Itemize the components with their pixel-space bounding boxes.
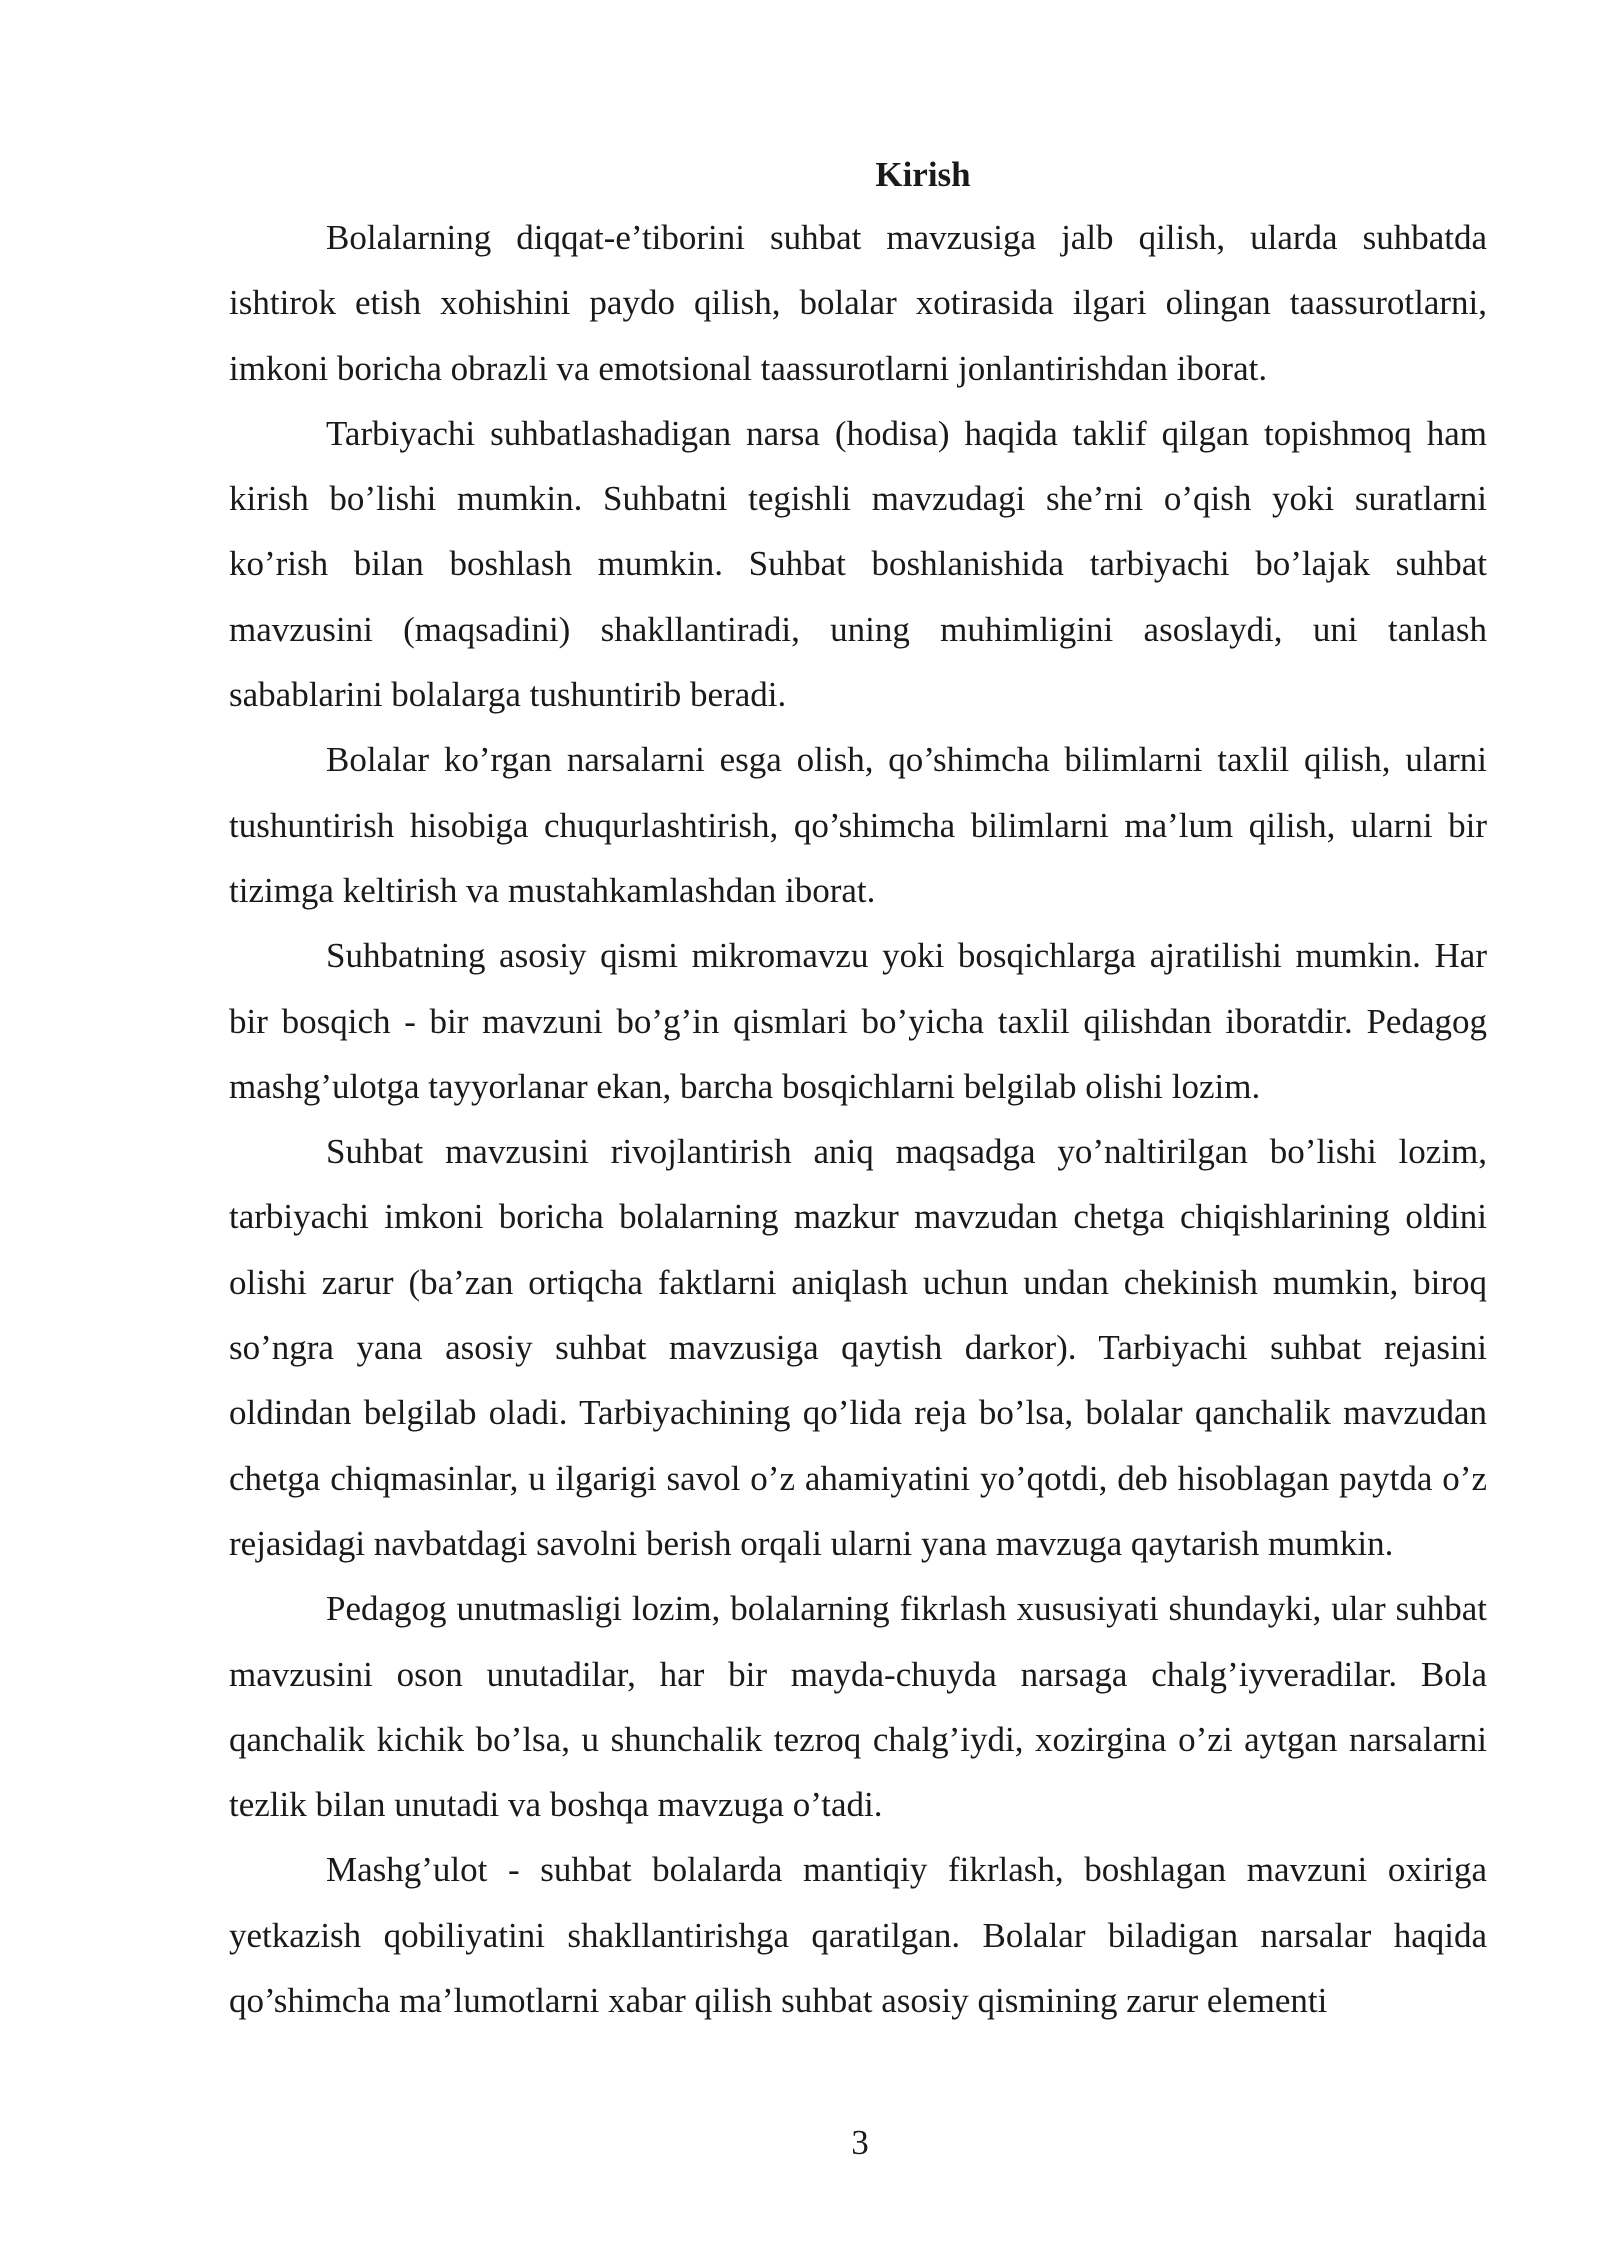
paragraph-3: Bolalar ko’rgan narsalarni esga olish, qo’shimcha bilimlarni taxlil qilish, ularni tushuntirish hisobiga chuqurlashtirish, qo’shimcha bilimlarni ma’lum qilish, ularni bir tizimga keltirish va mustahkamlashdan iborat. — [229, 740, 1487, 910]
paragraph-4: Suhbatning asosiy qismi mikromavzu yoki bosqichlarga ajratilishi mumkin. Har bir bosqich - bir mavzuni bo’g’in qismlari bo’yicha taxlil qilishdan iboratdir. Pedagog mashg’ulotga tayyorlanar ekan, barcha bosqichlarni belgilab olishi lozim. — [229, 936, 1487, 1106]
paragraph-1: Bolalarning diqqat-e’tiborini suhbat mavzusiga jalb qilish, ularda suhbatda ishtirok etish xohishini paydo qilish, bolalar xotirasida ilgari olingan taassurotlarni, imkoni boricha obrazli va emotsional taassurotlarni jonlantirishdan iborat. — [229, 218, 1487, 388]
paragraph-7: Mashg’ulot - suhbat bolalarda mantiqiy fikrlash, boshlagan mavzuni oxiriga yetkazish qobiliyatini shakllantirishga qaratilgan. Bolalar biladigan narsalar haqida qo’shimcha ma’lumotlarni xabar qilish suhbat asosiy qismining zarur elementi — [229, 1850, 1487, 2021]
paragraph-5: Suhbat mavzusini rivojlantirish aniq maqsadga yo’naltirilgan bo’lishi lozim, tarbiyachi imkoni boricha bolalarning mazkur mavzudan chetga chiqishlarining oldini olishi zarur (ba’zan ortiqcha faktlarni aniqlash uchun undan chekinish mumkin, biroq so’ngra yana asosiy suhbat mavzusiga qaytish darkor). Tarbiyachi suhbat rejasini oldindan belgilab oladi. Tarbiyachining qo’lida reja bo’lsa, bolalar qanchalik mavzudan chetga chiqmasinlar, u ilgarigi savol o’z ahamiyatini yo’qotdi, deb hisoblagan paytda o’z rejasidagi navbatdagi savolni berish orqali ularni yana mavzuga qaytarish mumkin. — [229, 1132, 1487, 1563]
paragraph-2: Tarbiyachi suhbatlashadigan narsa (hodisa) haqida taklif qilgan topishmoq ham kirish bo’lishi mumkin. Suhbatni tegishli mavzudagi she’rni o’qish yoki suratlarni ko’rish bilan boshlash mumkin. Suhbat boshlanishida tarbiyachi bo’lajak suhbat mavzusini (maqsadini) shakllantiradi, uning muhimligini asoslaydi, uni tanlash sabablarini bolalarga tushuntirib beradi. — [229, 413, 1487, 715]
page-number: 3 — [851, 2123, 869, 2162]
paragraph-6: Pedagog unutmasligi lozim, bolalarning fikrlash xususiyati shundayki, ular suhbat mavzusini oson unutadilar, har bir mayda-chuyda narsaga chalg’iyveradilar. Bola qanchalik kichik bo’lsa, u shunchalik tezroq chalg’iydi, xozirgina o’zi aytgan narsalarni tezlik bilan unutadi va boshqa mavzuga o’tadi. — [229, 1589, 1487, 1825]
section-title: Kirish — [875, 155, 971, 194]
document-body — [229, 145, 1487, 2033]
